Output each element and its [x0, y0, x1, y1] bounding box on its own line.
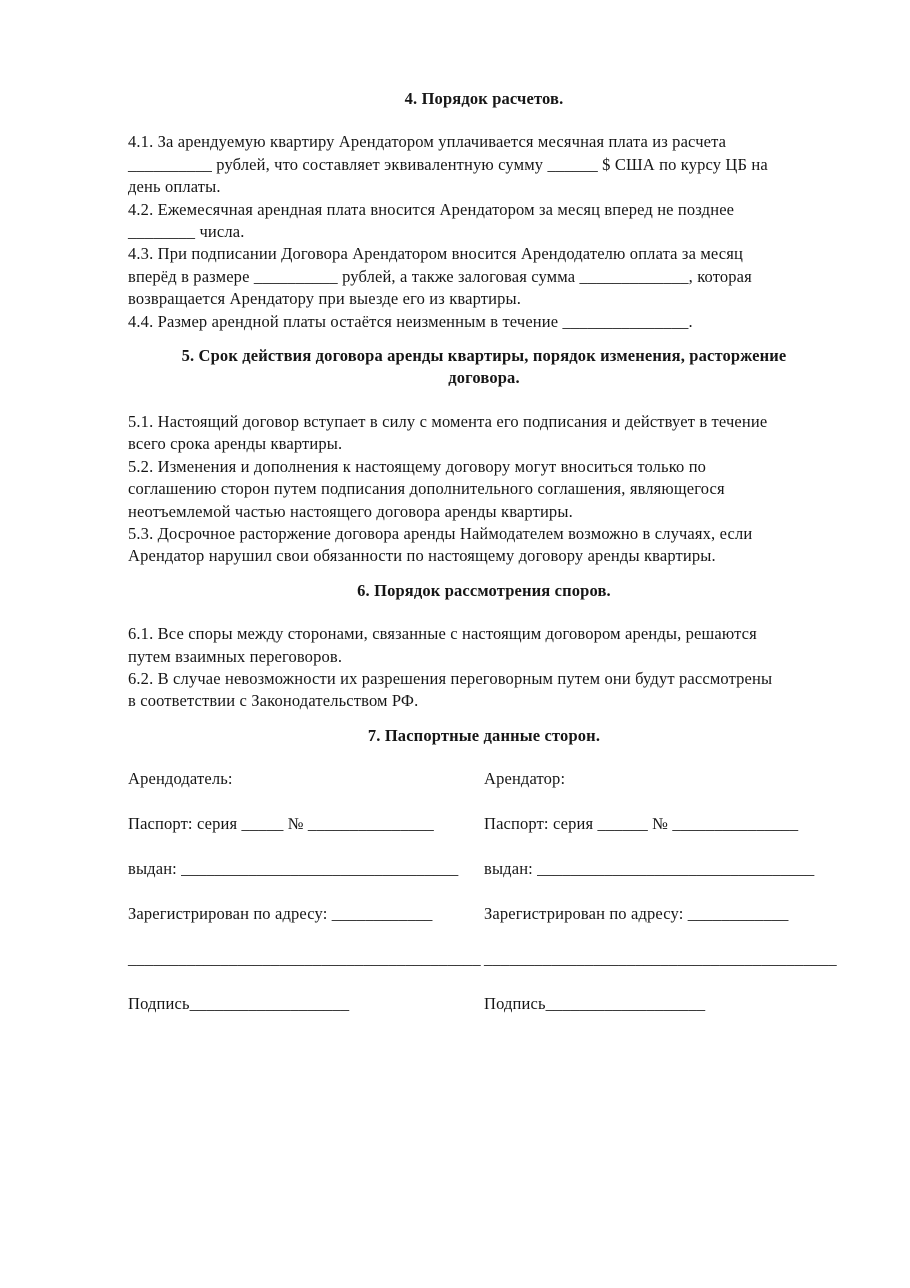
text-line: ________ числа.: [128, 222, 245, 242]
landlord-address-line: Зарегистрирован по адресу: ____________: [128, 904, 433, 924]
section-dispute-resolution: [128, 580, 840, 713]
tenant-signature-line: Подпись___________________: [484, 994, 706, 1014]
text-line: 6.2. В случае невозможности их разрешения переговорным путем они будут рассмотрены: [128, 668, 773, 688]
heading-line: 7. Паспортные данные сторон.: [367, 725, 601, 745]
clause-6-1: [128, 623, 840, 668]
section-heading: [128, 725, 840, 747]
section-body: [128, 411, 840, 568]
clause-4-1: [128, 131, 840, 198]
tenant-passport-line: Паспорт: серия ______ № _______________: [484, 814, 799, 834]
section-body: [128, 131, 840, 333]
landlord-address-continuation-line: __________________________________________: [128, 949, 481, 969]
tenant-column: [484, 768, 840, 1015]
section-payment-terms: [128, 88, 840, 333]
party-row: [128, 813, 484, 858]
heading-line: 5. Срок действия договора аренды квартиры, порядок изменения, расторжение: [181, 346, 787, 366]
section-contract-term: [128, 345, 840, 568]
tenant-address-line: Зарегистрирован по адресу: ____________: [484, 904, 789, 924]
parties-signature-block: [128, 768, 840, 1015]
section-heading: [128, 580, 840, 602]
landlord-role-label: Арендодатель:: [128, 769, 233, 789]
landlord-issued-line: выдан: _________________________________: [128, 859, 459, 879]
text-line: Арендатор нарушил свои обязанности по настоящему договору аренды квартиры.: [128, 546, 716, 566]
clause-4-2: [128, 199, 840, 244]
text-line: 4.2. Ежемесячная арендная плата вносится Арендатором за месяц вперед не позднее: [128, 199, 735, 219]
party-row: [128, 858, 484, 903]
tenant-issued-line: выдан: _________________________________: [484, 859, 815, 879]
party-row: [128, 993, 484, 1015]
text-line: 6.1. Все споры между сторонами, связанные с настоящим договором аренды, решаются: [128, 624, 757, 644]
party-row: [484, 858, 840, 903]
document-content: [128, 88, 840, 1016]
clause-6-2: [128, 668, 840, 713]
text-line: __________ рублей, что составляет эквивалентную сумму ______ $ США по курсу ЦБ на: [128, 154, 768, 174]
section-passport-details: [128, 725, 840, 747]
heading-line: 6. Порядок рассмотрения споров.: [357, 580, 611, 600]
party-row: [484, 948, 840, 993]
party-row: [128, 903, 484, 948]
party-row: [484, 768, 840, 813]
tenant-role-label: Арендатор:: [484, 769, 566, 789]
section-heading: [128, 345, 840, 390]
text-line: день оплаты.: [128, 177, 221, 197]
party-row: [484, 813, 840, 858]
party-row: [484, 903, 840, 948]
text-line: возвращается Арендатору при выезде его из квартиры.: [128, 289, 521, 309]
party-row: [128, 768, 484, 813]
text-line: неотъемлемой частью настоящего договора аренды квартиры.: [128, 501, 573, 521]
text-line: 5.2. Изменения и дополнения к настоящему договору могут вноситься только по: [128, 456, 707, 476]
text-line: 4.3. При подписании Договора Арендатором вносится Арендодателю оплата за месяц: [128, 244, 744, 264]
heading-line: 4. Порядок расчетов.: [404, 89, 564, 108]
text-line: вперёд в размере __________ рублей, а также залоговая сумма _____________, которая: [128, 266, 752, 286]
text-line: соглашению сторон путем подписания дополнительного соглашения, являющегося: [128, 479, 725, 499]
text-line: 4.1. За арендуемую квартиру Арендатором уплачивается месячная плата из расчета: [128, 132, 727, 152]
landlord-passport-line: Паспорт: серия _____ № _______________: [128, 814, 434, 834]
party-row: [484, 993, 840, 1015]
text-line: в соответствии с Законодательством РФ.: [128, 691, 419, 711]
landlord-signature-line: Подпись___________________: [128, 994, 350, 1014]
party-row: [128, 948, 484, 993]
clause-5-2: [128, 456, 840, 523]
heading-line: договора.: [448, 368, 520, 388]
landlord-column: [128, 768, 484, 1015]
clause-5-3: [128, 523, 840, 568]
section-body: [128, 623, 840, 713]
text-line: всего срока аренды квартиры.: [128, 434, 343, 454]
tenant-address-continuation-line: __________________________________________: [484, 949, 837, 969]
section-heading: [128, 88, 840, 110]
clause-4-3: [128, 243, 840, 310]
text-line: путем взаимных переговоров.: [128, 646, 343, 666]
text-line: 5.1. Настоящий договор вступает в силу с момента его подписания и действует в течение: [128, 411, 768, 431]
text-line: 4.4. Размер арендной платы остаётся неизменным в течение _______________.: [128, 311, 693, 331]
clause-5-1: [128, 411, 840, 456]
clause-4-4: [128, 311, 840, 333]
text-line: 5.3. Досрочное расторжение договора аренды Наймодателем возможно в случаях, если: [128, 523, 753, 543]
